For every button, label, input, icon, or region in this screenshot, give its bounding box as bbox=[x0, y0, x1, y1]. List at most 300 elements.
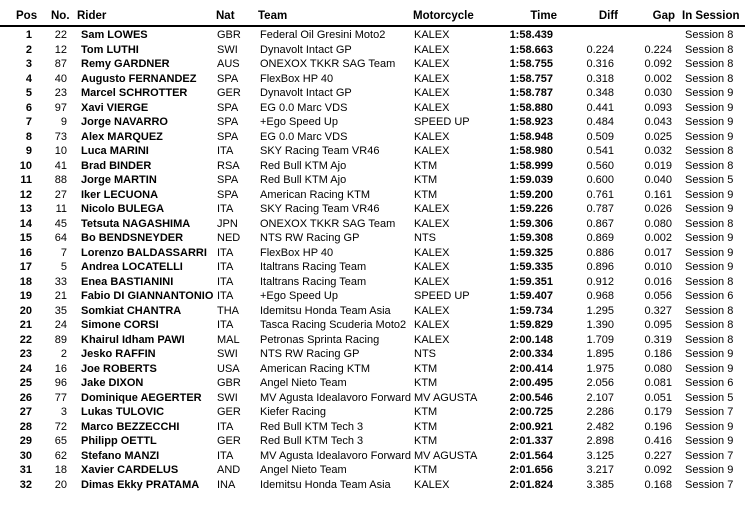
cell-no: 33 bbox=[54, 275, 67, 288]
cell-session: Session 8 bbox=[685, 29, 734, 41]
cell-motorcycle: KALEX bbox=[414, 319, 450, 331]
cell-diff: 0.869 bbox=[586, 232, 614, 244]
cell-rider: Tetsuta NAGASHIMA bbox=[81, 217, 191, 230]
cell-no: 41 bbox=[54, 159, 67, 172]
cell-no: 11 bbox=[55, 203, 67, 215]
cell-time: 2:00.546 bbox=[509, 391, 553, 404]
cell-session: Session 9 bbox=[685, 464, 734, 476]
cell-gap: 0.092 bbox=[644, 58, 672, 70]
cell-no: 77 bbox=[54, 391, 67, 404]
cell-session: Session 8 bbox=[685, 145, 734, 157]
cell-pos: 23 bbox=[19, 348, 32, 360]
cell-no: 5 bbox=[60, 261, 67, 273]
table-row bbox=[0, 28, 745, 42]
cell-pos: 8 bbox=[25, 130, 32, 143]
cell-nat: THA bbox=[217, 304, 239, 317]
cell-diff: 1.390 bbox=[586, 319, 614, 331]
cell-pos: 7 bbox=[25, 116, 32, 128]
cell-time: 1:58.663 bbox=[509, 43, 553, 56]
cell-gap: 0.224 bbox=[644, 43, 672, 56]
cell-no: 65 bbox=[54, 435, 67, 447]
cell-no: 20 bbox=[54, 478, 67, 491]
cell-motorcycle: KALEX bbox=[414, 217, 450, 230]
cell-time: 1:59.308 bbox=[509, 232, 553, 244]
cell-rider: Stefano MANZI bbox=[81, 449, 160, 462]
cell-team: EG 0.0 Marc VDS bbox=[260, 101, 348, 114]
cell-motorcycle: KTM bbox=[414, 377, 438, 389]
cell-rider: Tom LUTHI bbox=[81, 43, 139, 56]
cell-nat: SWI bbox=[217, 43, 238, 56]
cell-nat: ITA bbox=[217, 290, 234, 302]
cell-motorcycle: KALEX bbox=[414, 246, 450, 259]
cell-session: Session 7 bbox=[685, 449, 734, 462]
cell-nat: SPA bbox=[217, 130, 239, 143]
cell-gap: 0.227 bbox=[644, 449, 672, 462]
cell-motorcycle: KALEX bbox=[414, 87, 450, 99]
cell-nat: ITA bbox=[217, 319, 234, 331]
table-row bbox=[0, 405, 745, 419]
cell-time: 2:01.337 bbox=[509, 435, 553, 447]
cell-team: Idemitsu Honda Team Asia bbox=[260, 304, 391, 317]
cell-diff: 0.886 bbox=[586, 246, 614, 259]
cell-team: EG 0.0 Marc VDS bbox=[260, 130, 348, 143]
cell-team: Red Bull KTM Tech 3 bbox=[260, 420, 364, 433]
header-motorcycle: Motorcycle bbox=[413, 10, 474, 22]
cell-time: 2:00.495 bbox=[509, 377, 553, 389]
cell-session: Session 9 bbox=[685, 435, 734, 447]
cell-rider: Marcel SCHROTTER bbox=[81, 87, 188, 99]
cell-nat: ITA bbox=[217, 246, 234, 259]
cell-team: ONEXOX TKKR SAG Team bbox=[260, 58, 396, 70]
cell-motorcycle: KALEX bbox=[414, 130, 450, 143]
cell-time: 2:01.656 bbox=[509, 464, 553, 476]
cell-rider: Dominique AEGERTER bbox=[81, 391, 202, 404]
table-row bbox=[0, 347, 745, 361]
cell-motorcycle: NTS bbox=[414, 232, 436, 244]
cell-diff: 0.318 bbox=[586, 72, 614, 85]
cell-diff: 0.560 bbox=[586, 159, 614, 172]
cell-gap: 0.040 bbox=[644, 174, 672, 186]
cell-nat: AND bbox=[217, 464, 241, 476]
header-pos: Pos bbox=[16, 10, 38, 22]
cell-diff: 0.441 bbox=[586, 101, 614, 114]
cell-team: FlexBox HP 40 bbox=[260, 72, 334, 85]
header-team: Team bbox=[258, 10, 288, 22]
cell-rider: Enea BASTIANINI bbox=[81, 275, 174, 288]
cell-nat: MAL bbox=[217, 333, 240, 346]
cell-nat: NED bbox=[217, 232, 241, 244]
cell-session: Session 8 bbox=[685, 58, 734, 70]
cell-motorcycle: KALEX bbox=[414, 333, 450, 346]
cell-gap: 0.032 bbox=[644, 145, 672, 157]
cell-diff: 2.107 bbox=[586, 391, 614, 404]
cell-nat: GER bbox=[217, 406, 241, 418]
cell-rider: Alex MARQUEZ bbox=[81, 130, 163, 143]
cell-no: 2 bbox=[60, 348, 67, 360]
cell-session: Session 8 bbox=[685, 304, 734, 317]
cell-team: +Ego Speed Up bbox=[260, 116, 338, 128]
cell-nat: SPA bbox=[217, 174, 239, 186]
cell-time: 1:58.948 bbox=[509, 130, 553, 143]
cell-diff: 0.509 bbox=[586, 130, 614, 143]
cell-motorcycle: KTM bbox=[414, 362, 438, 375]
cell-gap: 0.043 bbox=[644, 116, 672, 128]
cell-time: 1:58.980 bbox=[509, 145, 553, 157]
table-row bbox=[0, 463, 745, 477]
cell-team: Kiefer Racing bbox=[260, 406, 327, 418]
cell-gap: 0.002 bbox=[644, 232, 672, 244]
cell-pos: 14 bbox=[19, 217, 32, 230]
cell-motorcycle: KTM bbox=[414, 174, 438, 186]
cell-rider: Brad BINDER bbox=[81, 159, 152, 172]
table-row bbox=[0, 144, 745, 158]
cell-pos: 21 bbox=[19, 319, 32, 331]
cell-nat: RSA bbox=[217, 159, 240, 172]
cell-session: Session 8 bbox=[685, 275, 734, 288]
cell-pos: 11 bbox=[20, 174, 32, 186]
cell-pos: 25 bbox=[19, 377, 32, 389]
cell-no: 21 bbox=[54, 290, 67, 302]
table-row bbox=[0, 376, 745, 390]
cell-team: NTS RW Racing GP bbox=[260, 232, 360, 244]
cell-no: 62 bbox=[54, 449, 67, 462]
cell-pos: 22 bbox=[19, 333, 32, 346]
cell-time: 2:00.725 bbox=[509, 406, 553, 418]
cell-pos: 1 bbox=[25, 29, 32, 41]
cell-diff: 0.896 bbox=[586, 261, 614, 273]
cell-motorcycle: KALEX bbox=[414, 203, 450, 215]
cell-diff: 0.787 bbox=[586, 203, 614, 215]
cell-time: 1:59.325 bbox=[509, 246, 553, 259]
cell-time: 1:58.787 bbox=[509, 87, 553, 99]
cell-session: Session 8 bbox=[685, 217, 734, 230]
cell-pos: 17 bbox=[19, 261, 32, 273]
cell-motorcycle: KTM bbox=[414, 159, 438, 172]
cell-rider: Fabio DI GIANNANTONIO bbox=[81, 290, 214, 302]
cell-diff: 0.316 bbox=[586, 58, 614, 70]
cell-pos: 3 bbox=[25, 58, 32, 70]
cell-rider: Xavier CARDELUS bbox=[81, 464, 179, 476]
cell-gap: 0.179 bbox=[644, 406, 672, 418]
table-row bbox=[0, 188, 745, 202]
cell-gap: 0.080 bbox=[644, 217, 672, 230]
cell-time: 1:59.306 bbox=[509, 217, 553, 230]
cell-pos: 16 bbox=[19, 246, 32, 259]
cell-no: 7 bbox=[60, 246, 67, 259]
cell-session: Session 6 bbox=[685, 377, 734, 389]
header-in-session: In Session bbox=[682, 10, 740, 22]
cell-motorcycle: KTM bbox=[414, 188, 438, 201]
table-row bbox=[0, 333, 745, 347]
table-row bbox=[0, 260, 745, 274]
cell-pos: 6 bbox=[25, 101, 32, 114]
cell-session: Session 9 bbox=[685, 101, 734, 114]
cell-diff: 0.761 bbox=[586, 188, 614, 201]
cell-diff: 0.484 bbox=[586, 116, 614, 128]
cell-gap: 0.017 bbox=[644, 246, 672, 259]
cell-pos: 29 bbox=[19, 435, 32, 447]
cell-motorcycle: KALEX bbox=[414, 261, 450, 273]
cell-time: 1:59.734 bbox=[509, 304, 553, 317]
cell-no: 16 bbox=[54, 362, 67, 375]
cell-no: 72 bbox=[54, 420, 67, 433]
cell-team: Italtrans Racing Team bbox=[260, 275, 367, 288]
cell-motorcycle: KALEX bbox=[414, 145, 450, 157]
table-row bbox=[0, 43, 745, 57]
cell-pos: 15 bbox=[19, 232, 32, 244]
cell-gap: 0.168 bbox=[644, 478, 672, 491]
cell-team: Dynavolt Intact GP bbox=[260, 87, 352, 99]
cell-nat: GBR bbox=[217, 29, 241, 41]
cell-pos: 18 bbox=[19, 275, 32, 288]
cell-gap: 0.025 bbox=[644, 130, 672, 143]
cell-motorcycle: KTM bbox=[414, 464, 438, 476]
cell-pos: 27 bbox=[19, 406, 32, 418]
cell-pos: 19 bbox=[19, 290, 32, 302]
table-row bbox=[0, 115, 745, 129]
cell-motorcycle: KALEX bbox=[414, 101, 450, 114]
cell-diff: 3.385 bbox=[586, 478, 614, 491]
header-rider: Rider bbox=[77, 10, 107, 22]
cell-nat: AUS bbox=[217, 58, 240, 70]
cell-time: 2:00.414 bbox=[509, 362, 553, 375]
cell-diff: 0.541 bbox=[586, 145, 614, 157]
cell-no: 10 bbox=[54, 145, 67, 157]
cell-no: 35 bbox=[54, 304, 67, 317]
cell-session: Session 8 bbox=[685, 72, 734, 85]
cell-rider: Sam LOWES bbox=[81, 29, 148, 41]
cell-gap: 0.056 bbox=[644, 290, 672, 302]
cell-gap: 0.416 bbox=[644, 435, 672, 447]
cell-diff: 2.898 bbox=[586, 435, 614, 447]
cell-no: 40 bbox=[54, 72, 67, 85]
cell-team: MV Agusta Idealavoro Forward bbox=[260, 391, 412, 404]
cell-nat: SWI bbox=[217, 348, 238, 360]
cell-nat: GER bbox=[217, 87, 241, 99]
table-row bbox=[0, 57, 745, 71]
cell-gap: 0.019 bbox=[644, 159, 672, 172]
cell-team: NTS RW Racing GP bbox=[260, 348, 360, 360]
table-row bbox=[0, 130, 745, 144]
table-row bbox=[0, 478, 745, 492]
cell-rider: Jake DIXON bbox=[81, 377, 144, 389]
cell-gap: 0.080 bbox=[644, 362, 672, 375]
cell-gap: 0.010 bbox=[644, 261, 672, 273]
table-row bbox=[0, 231, 745, 245]
cell-no: 9 bbox=[60, 116, 67, 128]
cell-pos: 20 bbox=[19, 304, 32, 317]
cell-session: Session 8 bbox=[685, 43, 734, 56]
cell-team: Italtrans Racing Team bbox=[260, 261, 367, 273]
cell-session: Session 9 bbox=[685, 203, 734, 215]
cell-nat: ITA bbox=[217, 275, 234, 288]
cell-no: 27 bbox=[54, 188, 67, 201]
cell-no: 64 bbox=[54, 232, 67, 244]
cell-pos: 4 bbox=[25, 72, 32, 85]
cell-time: 1:59.829 bbox=[509, 319, 553, 331]
cell-gap: 0.186 bbox=[644, 348, 672, 360]
cell-pos: 12 bbox=[19, 188, 32, 201]
cell-nat: SPA bbox=[217, 116, 239, 128]
cell-motorcycle: SPEED UP bbox=[414, 290, 470, 302]
cell-team: FlexBox HP 40 bbox=[260, 246, 334, 259]
cell-time: 1:58.755 bbox=[509, 58, 553, 70]
cell-pos: 9 bbox=[25, 145, 32, 157]
cell-time: 2:01.564 bbox=[509, 449, 553, 462]
cell-time: 1:59.351 bbox=[509, 275, 553, 288]
cell-session: Session 8 bbox=[685, 159, 734, 172]
cell-team: Dynavolt Intact GP bbox=[260, 43, 352, 56]
cell-pos: 5 bbox=[25, 87, 32, 99]
cell-time: 1:59.039 bbox=[509, 174, 553, 186]
cell-rider: Jorge MARTIN bbox=[81, 174, 157, 186]
cell-time: 1:58.880 bbox=[509, 101, 553, 114]
cell-session: Session 9 bbox=[685, 130, 734, 143]
cell-gap: 0.051 bbox=[644, 391, 672, 404]
cell-diff: 2.286 bbox=[586, 406, 614, 418]
cell-pos: 13 bbox=[19, 203, 32, 215]
cell-team: MV Agusta Idealavoro Forward bbox=[260, 449, 412, 462]
cell-pos: 10 bbox=[19, 159, 32, 172]
cell-gap: 0.081 bbox=[644, 377, 672, 389]
cell-no: 22 bbox=[54, 29, 67, 41]
cell-motorcycle: MV AGUSTA bbox=[414, 449, 478, 462]
cell-gap: 0.095 bbox=[644, 319, 672, 331]
cell-diff: 0.912 bbox=[586, 275, 614, 288]
cell-session: Session 8 bbox=[685, 333, 734, 346]
cell-rider: Luca MARINI bbox=[81, 145, 149, 157]
cell-nat: ITA bbox=[217, 420, 234, 433]
cell-pos: 28 bbox=[19, 420, 32, 433]
cell-gap: 0.092 bbox=[644, 464, 672, 476]
cell-session: Session 9 bbox=[685, 188, 734, 201]
cell-pos: 30 bbox=[19, 449, 32, 462]
cell-team: American Racing KTM bbox=[260, 362, 371, 375]
cell-nat: ITA bbox=[217, 145, 234, 157]
cell-session: Session 9 bbox=[685, 116, 734, 128]
cell-team: Red Bull KTM Ajo bbox=[260, 174, 347, 186]
header-no: No. bbox=[51, 10, 70, 22]
cell-diff: 0.867 bbox=[586, 217, 614, 230]
cell-time: 2:00.334 bbox=[509, 348, 553, 360]
table-row bbox=[0, 304, 745, 318]
table-row bbox=[0, 275, 745, 289]
cell-diff: 0.968 bbox=[586, 290, 614, 302]
cell-nat: SPA bbox=[217, 72, 239, 85]
cell-rider: Nicolo BULEGA bbox=[81, 203, 165, 215]
cell-nat: ITA bbox=[217, 203, 234, 215]
cell-gap: 0.093 bbox=[644, 101, 672, 114]
cell-rider: Bo BENDSNEYDER bbox=[81, 232, 184, 244]
cell-motorcycle: KALEX bbox=[414, 43, 450, 56]
cell-nat: USA bbox=[217, 362, 240, 375]
table-row bbox=[0, 217, 745, 231]
cell-time: 1:59.407 bbox=[509, 290, 553, 302]
cell-team: Tasca Racing Scuderia Moto2 bbox=[260, 319, 407, 331]
cell-no: 23 bbox=[54, 87, 67, 99]
cell-pos: 24 bbox=[19, 362, 32, 375]
cell-nat: ITA bbox=[217, 449, 234, 462]
cell-diff: 0.224 bbox=[586, 43, 614, 56]
header-nat: Nat bbox=[216, 10, 235, 22]
cell-rider: Dimas Ekky PRATAMA bbox=[81, 478, 200, 491]
cell-rider: Iker LECUONA bbox=[81, 188, 159, 201]
table-row bbox=[0, 101, 745, 115]
cell-session: Session 9 bbox=[685, 261, 734, 273]
cell-no: 97 bbox=[54, 101, 67, 114]
cell-session: Session 6 bbox=[685, 290, 734, 302]
cell-time: 1:59.335 bbox=[509, 261, 553, 273]
cell-pos: 32 bbox=[19, 478, 32, 491]
cell-gap: 0.161 bbox=[644, 188, 672, 201]
cell-nat: INA bbox=[217, 478, 236, 491]
cell-rider: Philipp OETTL bbox=[81, 435, 157, 447]
cell-pos: 2 bbox=[25, 43, 32, 56]
cell-time: 1:58.923 bbox=[509, 116, 553, 128]
cell-rider: Lukas TULOVIC bbox=[81, 406, 165, 418]
cell-session: Session 5 bbox=[685, 174, 734, 186]
cell-time: 1:59.226 bbox=[509, 203, 553, 215]
cell-session: Session 8 bbox=[685, 319, 734, 331]
cell-rider: Xavi VIERGE bbox=[81, 101, 149, 114]
cell-motorcycle: KALEX bbox=[414, 275, 450, 288]
cell-no: 18 bbox=[54, 464, 67, 476]
cell-team: Federal Oil Gresini Moto2 bbox=[260, 29, 386, 41]
cell-team: Idemitsu Honda Team Asia bbox=[260, 478, 391, 491]
cell-session: Session 9 bbox=[685, 348, 734, 360]
cell-motorcycle: KALEX bbox=[414, 58, 450, 70]
table-row bbox=[0, 318, 745, 332]
cell-diff: 0.348 bbox=[586, 87, 614, 99]
cell-no: 88 bbox=[54, 174, 67, 186]
cell-diff: 1.895 bbox=[586, 348, 614, 360]
cell-motorcycle: KALEX bbox=[414, 29, 450, 41]
cell-team: SKY Racing Team VR46 bbox=[260, 203, 380, 215]
cell-motorcycle: KALEX bbox=[414, 304, 450, 317]
cell-motorcycle: KALEX bbox=[414, 72, 450, 85]
cell-nat: SPA bbox=[217, 188, 239, 201]
cell-no: 73 bbox=[54, 130, 67, 143]
cell-nat: ITA bbox=[217, 261, 234, 273]
table-row bbox=[0, 449, 745, 463]
cell-rider: Remy GARDNER bbox=[81, 58, 170, 70]
header-divider bbox=[0, 25, 745, 27]
cell-team: ONEXOX TKKR SAG Team bbox=[260, 217, 396, 230]
cell-session: Session 9 bbox=[685, 87, 734, 99]
cell-nat: SPA bbox=[217, 101, 239, 114]
cell-time: 2:00.921 bbox=[509, 420, 553, 433]
cell-team: Angel Nieto Team bbox=[260, 464, 347, 476]
cell-gap: 0.016 bbox=[644, 275, 672, 288]
table-row bbox=[0, 202, 745, 216]
cell-diff: 1.295 bbox=[586, 304, 614, 317]
cell-time: 1:58.439 bbox=[509, 29, 553, 41]
cell-time: 2:00.148 bbox=[509, 333, 553, 346]
cell-rider: Somkiat CHANTRA bbox=[81, 304, 182, 317]
cell-diff: 1.975 bbox=[586, 362, 614, 375]
header-gap: Gap bbox=[652, 10, 675, 22]
cell-motorcycle: KTM bbox=[414, 420, 438, 433]
cell-rider: Andrea LOCATELLI bbox=[81, 261, 183, 273]
cell-rider: Jorge NAVARRO bbox=[81, 116, 168, 128]
table-row bbox=[0, 420, 745, 434]
cell-nat: SWI bbox=[217, 391, 238, 404]
cell-motorcycle: KALEX bbox=[414, 478, 450, 491]
cell-team: Red Bull KTM Ajo bbox=[260, 159, 347, 172]
header-diff: Diff bbox=[598, 10, 618, 22]
cell-pos: 26 bbox=[19, 391, 32, 404]
cell-rider: Jesko RAFFIN bbox=[81, 348, 156, 360]
